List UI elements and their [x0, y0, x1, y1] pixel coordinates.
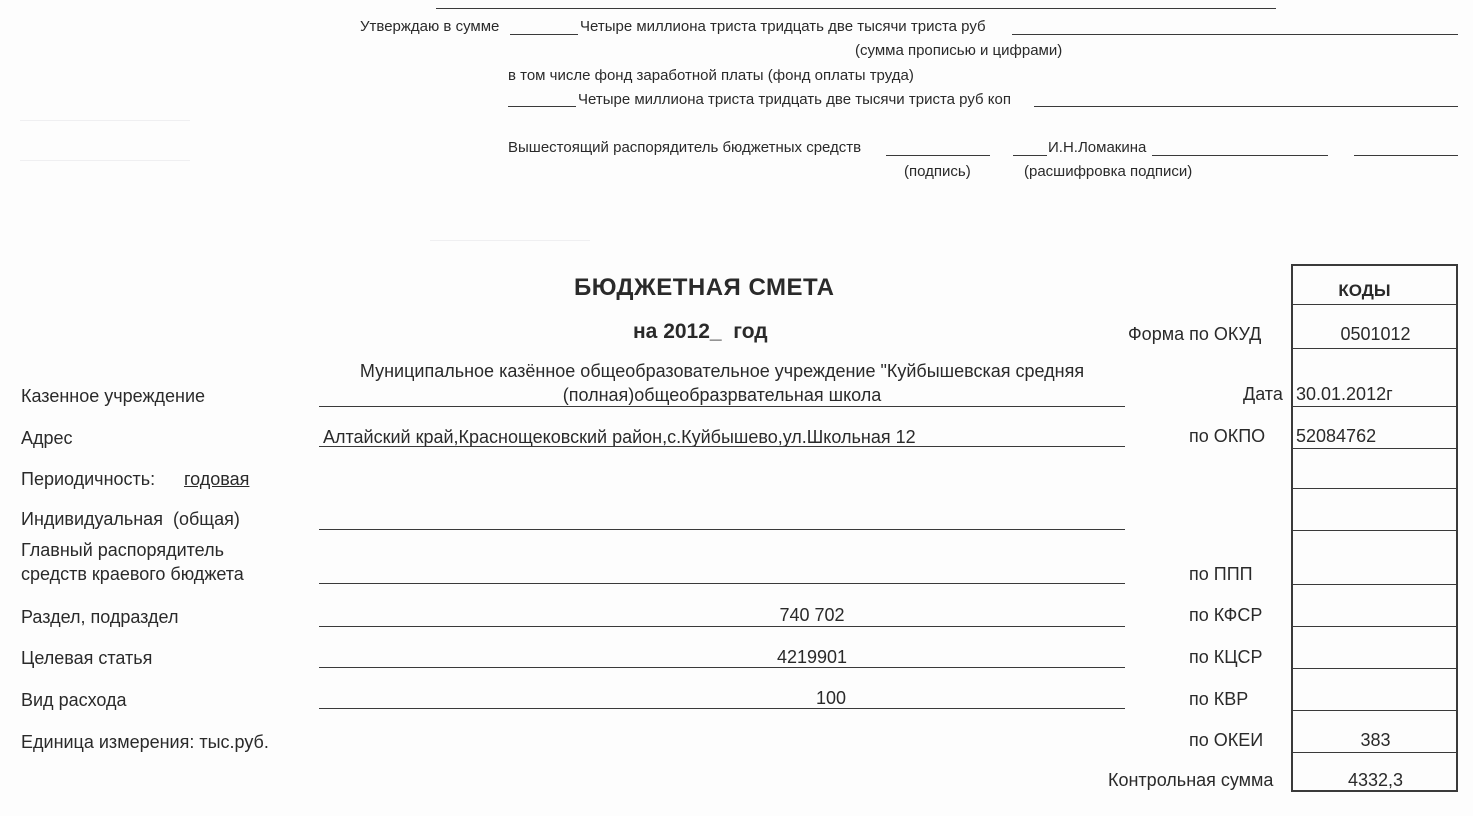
- codes-row-divider: [1293, 448, 1456, 449]
- checksum-label: Контрольная сумма: [1108, 770, 1274, 790]
- okpo-code: 52084762: [1296, 426, 1377, 446]
- superior-name: И.Н.Ломакина: [1048, 139, 1147, 156]
- top-rule: [436, 8, 1276, 9]
- okei-code: 383: [1360, 730, 1391, 750]
- institution-name-line1: Муниципальное казённое общеобразовательное учреждение "Куйбышевская средняя: [359, 361, 1085, 381]
- section-value: 740 702: [779, 605, 845, 625]
- institution-label: Казенное учреждение: [21, 386, 206, 406]
- okei-label: по ОКЕИ: [1189, 730, 1264, 750]
- ppp-label: по ППП: [1189, 564, 1253, 584]
- date-code: 30.01.2012г: [1296, 384, 1393, 404]
- expense-label: Вид расхода: [21, 690, 127, 710]
- institution-rule: [319, 406, 1125, 407]
- scan-artifact: [430, 240, 590, 241]
- name-blank: [1013, 155, 1047, 156]
- payroll-blank: [508, 106, 576, 107]
- codes-row-divider: [1293, 488, 1456, 489]
- codes-row-divider: [1293, 348, 1456, 349]
- target-rule: [319, 667, 1125, 668]
- date-label: Дата: [1243, 384, 1283, 404]
- unit-label: Единица измерения: тыс.руб.: [21, 732, 269, 752]
- checksum-value: 4332,3: [1347, 770, 1404, 790]
- superior-label: Вышестоящий распорядитель бюджетных средств: [508, 139, 862, 156]
- signature-line: [886, 155, 990, 156]
- main-manager-rule: [319, 583, 1125, 584]
- approve-amount-rule: [1012, 34, 1458, 35]
- codes-row-divider: [1293, 304, 1456, 305]
- kfsr-label: по КФСР: [1189, 605, 1263, 625]
- section-label: Раздел, подраздел: [21, 607, 179, 627]
- codes-heading: КОДЫ: [1338, 281, 1391, 300]
- target-label: Целевая статья: [21, 648, 153, 668]
- signature-caption: (подпись): [904, 163, 971, 180]
- individual-label: Индивидуальная (общая): [21, 509, 240, 529]
- individual-rule: [319, 529, 1125, 530]
- codes-row-divider: [1293, 752, 1456, 753]
- amount-caption: (сумма прописью и цифрами): [855, 42, 1063, 59]
- kcsr-label: по КЦСР: [1189, 647, 1263, 667]
- payroll-words: Четыре миллиона триста тридцать две тысячи триста руб коп: [578, 91, 1011, 108]
- main-manager-label-line2: средств краевого бюджета: [21, 564, 244, 584]
- year-line: на 2012_ год: [633, 320, 768, 343]
- codes-row-divider: [1293, 530, 1456, 531]
- payroll-rule: [1034, 106, 1458, 107]
- codes-row-divider: [1293, 406, 1456, 407]
- okpo-label: по ОКПО: [1189, 426, 1266, 446]
- expense-value: 100: [815, 688, 847, 708]
- scan-artifact: [20, 160, 190, 161]
- kvr-label: по КВР: [1189, 689, 1249, 709]
- okud-label: Форма по ОКУД: [1128, 324, 1262, 344]
- approve-amount-words: Четыре миллиона триста тридцать две тысячи триста руб: [580, 18, 986, 35]
- main-manager-label-line1: Главный распорядитель: [21, 540, 224, 560]
- okud-code: 0501012: [1340, 324, 1411, 344]
- document-title: БЮДЖЕТНАЯ СМЕТА: [574, 274, 835, 301]
- codes-row-divider: [1293, 668, 1456, 669]
- approve-blank: [510, 34, 578, 35]
- decoding-caption: (расшифровка подписи): [1024, 163, 1193, 180]
- address-rule: [319, 446, 1125, 447]
- scan-artifact: [20, 120, 190, 121]
- date-blank: [1354, 155, 1458, 156]
- expense-rule: [319, 708, 1125, 709]
- codes-row-divider: [1293, 710, 1456, 711]
- periodicity-value: годовая: [184, 469, 250, 489]
- address-value: Алтайский край,Краснощековский район,с.Куйбышево,ул.Школьная 12: [323, 427, 916, 447]
- payroll-label: в том числе фонд заработной платы (фонд оплаты труда): [508, 67, 914, 84]
- approve-prefix: Утверждаю в сумме: [360, 18, 500, 35]
- target-value: 4219901: [776, 647, 848, 667]
- institution-name-line2: (полная)общеобразрвательная школа: [562, 385, 882, 405]
- section-rule: [319, 626, 1125, 627]
- name-rule: [1152, 155, 1328, 156]
- codes-row-divider: [1293, 626, 1456, 627]
- periodicity-label: Периодичность:: [21, 469, 156, 489]
- address-label: Адрес: [21, 428, 73, 448]
- codes-row-divider: [1293, 584, 1456, 585]
